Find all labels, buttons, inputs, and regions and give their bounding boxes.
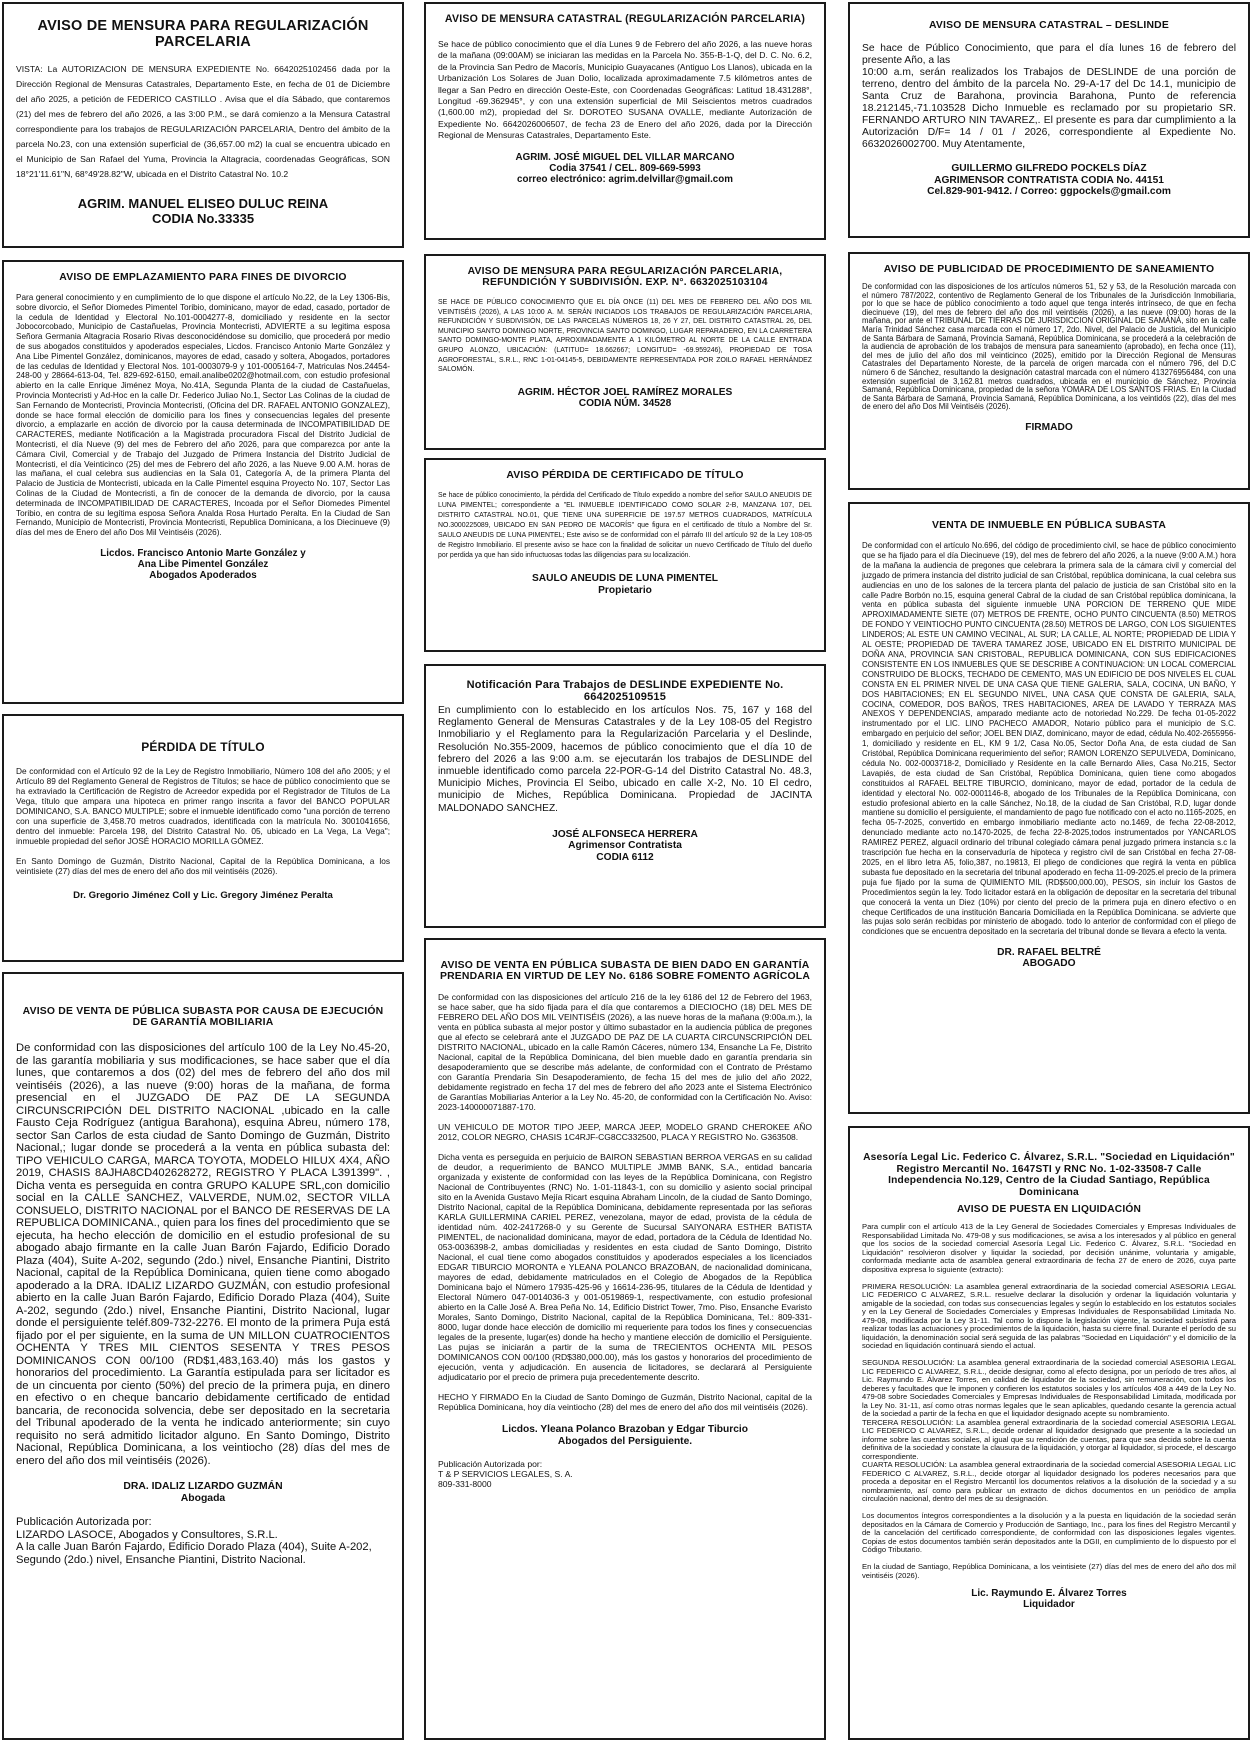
- notice-publication: Publicación Autorizada por: T & P SERVICIOS LEGALES, S. A. 809-331-8000: [438, 1459, 573, 1489]
- notice-subasta-garantia-prendaria: [424, 938, 826, 1740]
- notice-title: VENTA DE INMUEBLE EN PÚBLICA SUBASTA: [931, 520, 1167, 531]
- notice-title: AVISO DE VENTA EN PÚBLICA SUBASTA DE BIEN DADO EN GARANTÍA PRENDARIA EN VIRTUD DE LEY No. 6186 SOBRE FOMENTO AGRÍCOLA: [439, 960, 811, 982]
- notice-title: AVISO DE MENSURA PARA REGULARIZACIÓN PARCELARIA: [37, 18, 369, 50]
- notice-signature: AGRIM. HÉCTOR JOEL RAMÍREZ MORALES CODIA NÚM. 34528: [517, 386, 733, 410]
- notice-title: AVISO DE PUBLICIDAD DE PROCEDIMIENTO DE SANEAMIENTO: [883, 264, 1215, 275]
- notice-body: Se hace de público conocimiento, la pérdida del Certificado de Título expedido a nombre del señor SAULO ANEUDIS DE LUNA PIMENTEL; correspondiente a "EL INMUEBLE IDENTIFICADO COMO SOLAR 2-B, MANZANA 107, DEL DISTRITO CATASTRAL NO.01, QUE TIENE UNA SUPERFICIE DE 197.57 METROS CUADRADOS, MATRÍCULA NO.3000225089, UBICADO EN SAN PEDRO DE MACORÍS" que figura en el certificado de título a Nombre del Sr. SAULO ANEUDIS DE LUNA PIMENTEL; Este aviso se de conformidad con el párrafo III del artículo 92 de la Ley 108-05 de Registro Inmobiliario. El presente aviso se hace con la finalidad de solicitar un nuevo Certificado de Título del dueño por perdida ya que han sido infructuosas todas las diligencias para su localización.: [438, 492, 812, 559]
- notice-mensura-regularizacion-parcelaria: [2, 2, 404, 248]
- notice-title: AVISO DE VENTA DE PÚBLICA SUBASTA POR CAUSA DE EJECUCIÓN DE GARANTÍA MOBILIARIA: [22, 1006, 384, 1028]
- notice-mensura-refundicion-subdivision: [424, 254, 826, 450]
- notice-title: AVISO DE MENSURA CATASTRAL (REGULARIZACIÓN PARCELARIA): [444, 13, 806, 25]
- notice-puesta-liquidacion: [848, 1126, 1250, 1740]
- notice-signature: Licdos. Yleana Polanco Brazoban y Edgar Tiburcio Abogados del Persiguiente.: [502, 1424, 748, 1447]
- notice-body: VISTA: La AUTORIZACION DE MENSURA EXPEDIENTE No. 6642025102456 dada por la Dirección Regional de Mensuras Catastrales, Departamento Este, en fecha de 01 de Diciembre del año 2025, a petición de FEDERICO CASTILLO . Avisa que el día Sábado, que contaremos (21) del mes de febrero del año 2026, a las 3:00 P.M., se dará comienzo a la Mensura Catastral correspondiente para los trabajos de REGULARIZACIÓN PARCELARIA, Dentro del ámbito de la parcela No.23, con una extensión superficial de (36,657.00 m2) la cual se encuentra ubicado en el Municipio de San Rafael del Yuma, Provincia la Altagracia, coordenadas Geográficas, SON 18°21'11.61"N, 68°49'28.82"W, ubicada en el Distrito Catastral No. 10.2: [16, 64, 390, 179]
- notice-body: De conformidad con las disposiciones del artículo 216 de la ley 6186 del 12 de Febrero del 1963, se hace saber, que ha sido fijada para el día que contaremos a DIECIOCHO (18) DEL MES DE FEBRERO DEL AÑO DOS MIL VEINTISÉIS (2026), a las nueve horas de la mañana (9:00a.m.), la venta en pública subasta al mejor postor y último subastador en la audiencia pública de pregones que al efecto se celebrará ante el JUZGADO DE PAZ DE LA CUARTA CIRCUNSCRIPCIÓN DEL DISTRITO NACIONAL, ubicado en la calle Ramón Cáceres, número 134, Ensanche La Fe, Distrito Nacional, capital de la República Dominicana, del bien mueble dado en garantía prendaria sin desapoderamiento que se describe más adelante, de conformidad con el Contrato de Préstamo con Garantía Prendaria Sin Desapoderamiento, de fecha 15 del mes de julio del año 2022, debidamente registrado en fecha 17 del mes de febrero del año 2023 ante el Sistema Electrónico de Garantías Mobiliarias Anterior a la Ley No. 45-20, de conformidad con la Certificación No. Aviso: 2023-140000071887-170. UN VEHICULO DE MOTOR TIPO JEEP, MARCA JEEP, MODELO GRAND CHEROKEE AÑO 2012, COLOR NEGRO, CHASIS 1C4RJF-CG8CC332500, PLACA Y REGISTRO No. G363508. Dicha venta es perseguida en perjuicio de BAIRON SEBASTIAN BERROA VERGAS en su calidad de deudor, a requerimiento de BANCO MULTIPLE JMMB BANK, S.A., entidad bancaria organizada y existente de conformidad con las leyes de la República Dominicana, con Registro Nacional de Contribuyentes (RNC) No. 1-01-11843-1, con su domicilio y asiento social principal sito en la Avenida Gustavo Mejía Ricart esquina Abraham Lincoln, de la ciudad de Santo Domingo, Distrito Nacional, capital de la República Dominicana, debidamente representada por las señoras KARLA GUILLERMINA CARIEL PEREZ, venezolana, mayor de edad, provista de la cédula de identidad núm. 402-2417268-0 y su Gerente de Sucursal SAIYONARA ESTHER BATISTA PIMENTEL, de nacionalidad dominicana, mayor de edad, portadora de la Cédula de Identidad No. 053-0036398-2, ambas domiciliadas y residentes en esta ciudad de Santo Domingo, Distrito Nacional, el cual tiene como abogados constituidos y apoderados especiales a los licenciados EDGAR TIBURCIO MORONTA e YLEANA POLANCO BRAZOBAN, de nacionalidad dominicana, mayores de edad, debidamente matriculados en el Colegio de Abogados de la República Dominicana bajo el Número 17935-425-96 y 16614-236-95, titulares de la Cédula de Identidad y Electoral Número 047-0014036-3 y 001-0519869-1, respectivamente, con estudio profesional abierto en la Calle José A. Brea Peña No. 14, Edificio District Tower, 7mo. Piso, Ensanche Evaristo Morales, Santo Domingo, Distrito Nacional, capital de la República Dominicana, Tel.: 809-331-8000, lugar donde hace elección de domicilio mi requeriente para todos los fines y consecuencias legales de la presente, lugar(es) donde ha hecho y mantiene elección de domicilio el Persiguiente. Las pujas se iniciarán a partir de la suma de TRECIENTOS OCHENTA MIL PESOS DOMINICANOS CON 00/100 (RD$380,000.00), más los gastos y honorarios del procedimiento de ejecución, venta y adjudicación. En ausencia de licitadores, se declarará al Persiguiente adjudicatario por el precio de primera puja precedentemente descrito. HECHO Y FIRMADO En la Ciudad de Santo Domingo de Guzmán, Distrito Nacional, capital de la República Dominicana, hoy día veintiocho (28) del mes de enero del año dos mil veintiséis (2026).: [438, 992, 812, 1412]
- notice-body: Para general conocimiento y en cumplimiento de lo que dispone el artículo No.22, de la Ley 1306-Bis, sobre divorcio, el Señor Diomedes Pimentel Toribio, dominicano, mayor de edad, casado, portador de la cedula de Identidad y Electoral No.101-0004277-8, domiciliado y residente en la sector Jobocorcobado, Municipio de Castañuelas, Provincia Montecristi, ADVIERTE a su legitima esposa Señora Germania Altagracia Rosario Rivas desconocidéndose su domicilio, que procederá por medio de sus abogados constituidos y apoderados especiales, Licdos. Francisco Antonio Marte González y Ana Libe Pimentel González, dominicanos, mayores de edad, casado y soltera, Abogados, portadores de las cedulas de Identidad y Electoral Nos. 101-0003079-9 y 101-0005164-7, Matriculas Nos.24454-248-00 y 28664-613-04, Tel. 829-692-6150, email.analibe0202@hotmail.com, con estudio profesional abierto en la calle Enrique Jiménez Moya, No.41A, Segunda Planta de la ciudad de Castañuelas, Provincia Montecristi y Ad-Hoc en la calle Dr. Federico Juliao No.1, Sector Las Colinas de la ciudad de San Fernando de Montecristi, Provincia Montecristi, (Oficina del DR. RAFAEL ANTONIO GONZALEZ), donde se hace formal elección de domicilio para los fines y consecuencias legales del presente divorcio, a emplazarle en acción de divorcio por la causa determinada de INCOMPATIBILIDAD DE CARACTERES, mediante Notificación a la Magistrada procuradora Fiscal del Distrito Judicial de Montecristi, el día Nueve (9) del mes de Febrero del año 2026, para que comparezca por ante la Cámara Civil, Comercial y de Trabajo del Juzgado de Primera Instancia del Distrito Judicial de Montecristi, el día Veinticinco (25) del mes de Febrero del año 2026, a las Nueve 9.00 A.M. horas de las mañana, el cual celebra sus audiencias en la Sala 01, Categoría A, de la primera Planta del Palacio de Justicia de Montecristi, ubicada en la Calle Pimentel esquina Proyecto No. 107, Sector Las Colinas de la Ciudad de Montecristi, a fin de conocer de la demanda de divorcio, por la causa determinada de INCOMPATIBILIDAD DE CARACTERES, Incoada por el Señor Diomedes Pimentel Toribio, en contra de su legítima esposa Señora Analda Rosa Hurtado Peralta. En la Ciudad de San Fernando, Municipio de Montecristi, Provincia Montecristi, Republica Dominicana, a los Diecinueve (9) días del mes de Enero del año Dos Mil Veintiséis (2026).: [16, 293, 390, 538]
- notice-signature: GUILLERMO GILFREDO POCKELS DÍAZ AGRIMENSOR CONTRATISTA CODIA No. 44151 Cel.829-901-9412. / Correo: ggpockels@gmail.com: [927, 163, 1171, 197]
- notice-signature: SAULO ANEUDIS DE LUNA PIMENTEL Propietario: [531, 573, 719, 596]
- notice-signature: JOSÉ ALFONSECA HERRERA Agrimensor Contratista CODIA 6112: [552, 828, 698, 863]
- notice-body: Se hace de Público Conocimiento, que para el día lunes 16 de febrero del presente Año, a las 10:00 a.m, serán realizados los Trabajos de DESLINDE de una porción de terreno, dentro del ámbito de la parcela No. 29-A-17 del Dc 14.1, municipio de Santa Cruz de Barahona, provincia Barahona, Punto de referencia 18.212145,-71.103528 Dicho Inmueble es reclamado por su propietario SR. FERNANDO ARTURO NIN TAVAREZ,. El presente es para dar cumplimiento a la Autorización D/F= 14 / 01 / 2026, correspondiente al Expediente No. 6632026002700. Muy Atentamente,: [862, 43, 1236, 150]
- notice-body: Se hace de público conocimiento que el día Lunes 9 de Febrero del año 2026, a las nueve horas de la mañana (09:00AM) se iniciaran las medidas en la Parcela No. 355-B-1-Q, del D. C. No. 6.2, de la Provincia San Pedro de Macorís, Municipio Guayacanes (Antiguo Los Llanos), ubicada en la Urbanización Los Solares de Juan Dolio, localizada aproximadamente 7.5 kilómetros antes de llegar a San Pedro en dirección Oeste-Este, con Coordenadas Geográficas: Latitud 18.431288°, Longitud -69.362945°, y con una extensión superficial de Mil Seiscientos metros cuadrados (1,600.00 m2), propiedad del Sr. DOROTEO SUSANA OVALLE, mediante Autorización de Expediente No. 6642026006507, de fecha 23 de Enero del año 2026, dada por la Dirección Regional de Mensuras Catastrales, Departamento Este.: [438, 39, 812, 141]
- notice-mensura-catastral-regularizacion: [424, 2, 826, 240]
- notice-signature: DR. RAFAEL BELTRÉ ABOGADO: [997, 947, 1101, 970]
- notice-body: De conformidad con el Artículo 92 de la Ley de Registro Inmobiliario, Número 108 del año 2005; y el Artículo 89 del Reglamento General de Registros de Títulos; se hace de público conocimiento que se ha extraviado la Certificación de Registro de Acreedor expedida por el Registrador de Títulos de La Vega, título que ampara una hipoteca en primer rango inscrita a favor del BANCO POPULAR DOMINICANO, S.A. BANCO MULTIPLE; sobre el inmueble identificado como "una porción de terreno con una superficie de 3,458.70 metros cuadrados, identificada con la matrícula No. 3001041656, dentro del inmueble: Parcela 198, del Distrito Catastral No. 05, ubicado en La Vega, La Vega"; inmueble propiedad del señor JOSÉ HORACIO MORILLA GÓMEZ. En Santo Domingo de Guzmán, Distrito Nacional, Capital de la República Dominicana, a los veintisiete (27) días del mes de enero del año dos mil veintiséis (2026).: [16, 766, 391, 876]
- notice-publicidad-saneamiento: [848, 252, 1250, 490]
- notice-perdida-titulo: [2, 714, 404, 962]
- notice-title: Notificación Para Trabajos de DESLINDE EXPEDIENTE No. 6642025109515: [466, 679, 784, 703]
- notice-signature: FIRMADO: [1025, 421, 1073, 433]
- notice-title: AVISO DE MENSURA PARA REGULARIZACIÓN PARCELARIA, REFUNDICIÓN Y SUBDIVISIÓN. EXP. N°. 6632025103104: [467, 266, 783, 288]
- notice-notificacion-deslinde: [424, 664, 826, 928]
- notice-signature: DRA. IDALIZ LIZARDO GUZMÁN Abogada: [123, 1481, 283, 1504]
- notice-mensura-catastral-deslinde: [848, 2, 1250, 238]
- notice-title: AVISO DE EMPLAZAMIENTO PARA FINES DE DIVORCIO: [59, 272, 347, 283]
- notice-signature: AGRIM. JOSÉ MIGUEL DEL VILLAR MARCANO Codia 37541 / CEL. 809-669-5993 correo electrónico: agrim.delvillar@gmail.com: [515, 151, 735, 185]
- notice-signature: Lic. Raymundo E. Álvarez Torres Liquidador: [971, 1588, 1127, 1610]
- notice-body: SE HACE DE PÚBLICO CONOCIMIENTO QUE EL DÍA ONCE (11) DEL MES DE FEBRERO DEL AÑO DOS MIL VEINTISÉIS (2026), A LAS 10:00 A. M. SERÁN INICIADOS LOS TRABAJOS DE REGULARIZACIÓN PARCELARIA, REFUNDICIÓN Y SUBDIVISIÓN, DE LAS PARCELAS NÚMEROS 18, 26 Y 27, DEL DISTRITO CATASTRAL 26, DEL MUNICIPIO SANTO DOMINGO NORTE, PROVINCIA SANTO DOMINGO, LUGAR REPARADERO, EN LA CARRETERA SANTO DOMINGO-MONTE PLATA, APROXIMADAMENTE A 1 KILÓMETRO AL NORTE DE LA CALLE ENTRADA GRUPO ALONZO, UBICACIÓN: (LATITUD= 18.662667; LONGITUD= -69.959246), PROPIEDAD DE TOSA AGROFORESTAL, S.R.L., RNC 1-01-04145-5, DEBIDAMENTE REPRESENTADA POR ZOILO RAFAEL HERNÁNDEZ SALOMÓN.: [438, 299, 812, 374]
- notice-body: De conformidad con las disposiciones de los artículos números 51, 52 y 53, de la Resolución marcada con el número 787/2022, contentivo de Reglamento General de los Tribunales de la Jurisdicción Inmobiliaria, por lo que se hace de público conocimiento a todo aquel que tenga interés intrínseco, de que en fecha diecinueve (19), del mes de febrero del año dos mil veintiséis (2026), a las nueve (09:00) horas de la mañana, por ante el TRIBUNAL DE TIERRAS DE JURISDICCION ORIGINAL DE SAMANÁ, sito en la calle María Trinidad Sánchez casa marcada con el número 17, 2do. Nivel, del Palacio de Justicia, del Municipio de Santa Bárbara de Samaná, Provincia Samaná, República Dominicana, se procederá a la celebración de la audiencia de aprobación de los trabajos de mensura para saneamiento (aprobado), en fecha once (11), del mes de julio del año dos mil veinticinco (2025), emitido por la Dirección Regional de Mensuras Catastrales del Departamento Noreste, de la parcela de origen marcada con el número 796, del D.C número 6 de Sánchez, resultando la designación catastral marcada con el número 413276956484, con una extensión superficial de 3,162.81 metros cuadrados, ubicada en el municipio de Sánchez, Provincia Samaná, República Dominicana, propiedad de la señora YOMARA DE LOS SANTOS FRIAS. En la Ciudad de Santa Bárbara de Samaná, Provincia Samaná, República Dominicana, a los veintidós (22), días del mes de enero del año Dos Mil Veintiséis (2026).: [862, 282, 1236, 412]
- notice-body: Para cumplir con el artículo 413 de la Ley General de Sociedades Comerciales y Empresas Individuales de Responsabilidad Limitada No. 479-08 y sus modificaciones, se avisa a los interesados y al público en general que los socios de la sociedad comercial Asesoría Legal Lic. Federico C. Álvarez, S.R.L. "Sociedad en Liquidación" resolvieron disolver y liquidar la sociedad, por decisión unánime, voluntaria y amigable, conformada mediante acta de asamblea general extraordinaria de fecha 27 de enero de 2026, cuya parte dispositiva expresa lo siguiente (extracto): PRIMERA RESOLUCIÓN: La asamblea general extraordinaria de la sociedad comercial ASESORIA LEGAL LIC FEDERICO C ALVAREZ, S.R.L. resuelve declarar la disolución y ordenar la liquidación voluntaria y amigable de la sociedad, con todas sus consecuencias legales y según lo establecido en los estatutos sociales y en la Ley General de Sociedades Comerciales y Empresas Individuales de Responsabilidad Limitada No. 479-08, modificada por la Ley 31-11. Tal como lo dispone la legislación vigente, la sociedad subsistirá para realizar todas las actuaciones y procedimientos de la liquidación, hasta su cierre final. Durante el período de su liquidación, la denominación social será seguida de las palabras "Sociedad en Liquidación" y el domicilio de la sociedad en liquidación continuará siendo el actual. SEGUNDA RESOLUCIÓN: La asamblea general extraordinaria de la sociedad comercial ASESORIA LEGAL LIC FEDERICO C ALVAREZ, S.R.L., decide designar, como al efecto designa, por un período de tres años, al Lic. Raymundo E. Álvarez Torres, en calidad de liquidador de la sociedad, sin remuneración, con todos los deberes y facultades que le imponen y confieren los estatutos sociales y los artículos 408 a 449 de la Ley No. 479-08 sobre Sociedades Comerciales y Empresas Individuales de Responsabilidad Limitada, modificada por la Ley No. 31-11, así como otras normas legales que le sean aplicables, quedando cesante la gerencia actual de la sociedad a partir de la fecha en que el liquidador designado acepte su nombramiento. TERCERA RESOLUCIÓN: La asamblea general extraordinaria de la sociedad comercial ASESORIA LEGAL LIC FEDERICO C ALVAREZ, S.R.L., decide ordenar al liquidador designado que presente a la sociedad un informe sobre las cuentas sociales, al igual que su rendición de cuentas, para que sea decida sobre la cuenta definitiva de la sociedad y constate la clausura de la liquidación, y otorgar al liquidador, si procede, el descargo correspondiente. CUARTA RESOLUCIÓN: La asamblea general extraordinaria de la sociedad comercial ASESORIA LEGAL LIC FEDERICO C ALVAREZ, S.R.L., decide otorgar al liquidador designado los poderes necesarios para que proceda a depositar en el Registro Mercantil los documentos relativos a la disolución de la sociedad y a su nombramiento, así como para publicar un extracto de dichos documentos en un periódico de amplia circulación nacional, dentro del mes de su designación. Los documentos íntegros correspondientes a la disolución y a la puesta en liquidación de la sociedad serán depositados en la Cámara de Comercio y Producción de Santiago, Inc., para los fines del Registro Mercantil y de la cancelación del certificado correspondiente, de conformidad con las disposiciones legales vigentes. Copias de estos documentos también serán depositados ante la DGII, en cumplimiento de lo dispuesto por el Código Tributario. En la ciudad de Santiago, República Dominicana, a los veintisiete (27) días del mes de enero del año dos mil veintiséis (2026).: [862, 1222, 1236, 1580]
- notice-signature: AGRIM. MANUEL ELISEO DULUC REINA CODIA No.33335: [77, 196, 329, 226]
- notice-subasta-garantia-mobiliaria: [2, 972, 404, 1740]
- notice-body: En cumplimiento con lo establecido en los artículos Nos. 75, 167 y 168 del Reglamento General de Mensuras Catastrales y de la Ley 108-05 del Registro Inmobiliario y el Reglamento para la Regularización Parcelaria y el Deslinde, Resolución No.355-2009, hacemos de público conocimiento que el día 10 de febrero del 2026 a las 9:00 a.m. se ejecutarán los trabajos de DESLINDE del inmueble identificado como parcela 22-POR-G-14 del Distrito Catastral No. 48.3, Municipio Miches, Provincia El Seibo, ubicado en calle X-2, No. 10 El cedro, municipio de Miches, República Dominicana. Propiedad de JACINTA MALDONADO SANCHEZ.: [438, 705, 812, 814]
- notice-signature: Dr. Gregorio Jiménez Coll y Lic. Gregory Jiménez Peralta: [73, 890, 333, 901]
- notice-title: AVISO PÉRDIDA DE CERTIFICADO DE TÍTULO: [506, 470, 744, 481]
- notice-venta-inmueble-subasta: [848, 502, 1250, 1114]
- notice-emplazamiento-divorcio: [2, 260, 404, 704]
- notice-signature: Licdos. Francisco Antonio Marte González y Ana Libe Pimentel González Abogados Apoderados: [100, 547, 306, 581]
- notice-perdida-certificado-titulo: [424, 458, 826, 652]
- notice-header: Asesoría Legal Lic. Federico C. Álvarez, S.R.L. "Sociedad en Liquidación" Registro Mercantil No. 1647STI y RNC No. 1-02-33508-7 Calle Independencia No.129, Centro de la Ciudad Santiago, República Dominicana: [863, 1152, 1235, 1198]
- notice-body: De conformidad con el artículo No.696, del código de procedimiento civil, se hace de público conocimiento que se ha fijado para el día Diecinueve (19), del mes de febrero del año 2026, a la nueve (9:00 A.M.) hora de la mañana la audiencia de pregones que celebrara la primera sala de la cámara civil y comercial del juzgado de primera instancia del distrito judicial de san Cristóbal, república dominicana, la cual celebra sus audiencias en uno de los salones de la tercera planta del palacio de justicia de san Cristóbal sito en la calle Padre Borbón no.15, esquina general Cabral de la ciudad de san Cristóbal república dominicana, la venta en pública subasta del siguiente inmueble UNA PORCION DE TERRENO QUE MIDE APROXIMADAMENTE SIETE (07) METROS DE FRENTE, OCHO PUNTO CINCUENTA (8.50) METROS DE FONDO Y VEINTIOCHO PUNTO CINCUENTA (28.50) METROS DE LARGO, CON LOS SIGUIENTES LINDEROS; AL ESTE UN CAMINO VECINAL, AL SUR; LA CALLE, AL NORTE; PROPIEDAD DE LIDIA Y AL OESTE; PROPIEDAD DE TAVERA TAMAREZ JOSE, UBICADO EN EL DISTRITO MUNICIPAL DE DOÑA ANA, PROVINCIA SAN CRISTOBAL, REPUBLICA DOMINICANA, CON SUS EDIFICACIONES CONSISTENTE EN LOS INMUEBLES QUE SE DESCRIBE A CONTINUACION: UN LOCAL COMERCIAL CONSTRUIDO DE BLOCKS, TECHADO DE CEMENTO, MAS UN EDIFICIO DE DOS NIVELES EL CUAL CONSTA EN EL PRIMER NIVEL DE UNA CASA QUE TIENE GALERIA, SALA, COCINA, UN BAÑO, Y DOS HABITACIONES; EN EL SEGUNDO NIVEL, UNA CASA QUE CONSTA DE GALERIA, SALA, COCINA, COMEDOR, DOS BAÑOS, TRES HABITACIONES, AREA DE LAVADO Y TERRAZA MAS ANEXOS Y DEPENDENCIAS, amparado mediante acto de notoriedad No.229. De fecha 01-05-2022 instrumentado por el LIC. LINO PACHECO AMADOR, Notario público para el municipio de S.C. embargado en perjuicio del señor; JOEL BEN DIAZ, dominicano, mayor de edad, cédula No.402-2655956-1, domiciliado y residente en EL, KM 9 1/2, Casa No.05, Sector Doña Ana, de esta ciudad de San Cristóbal, República Dominicana requerimiento del señor; RAMON LORENZO SEPULVEDA, Dominicano, cédula No. 002-0003718-2, Domiciliado y Residente en la calle Bernardo Alies, Casa No.215, Sector Lavapiés, de esta ciudad de San Cristóbal, República Dominicana, quien tiene como abogados constituidos al RAFAEL BELTRE TIBURCIO, dominicano, mayor de edad, portador de la cedula de identidad y electoral No. 002-0001146-8, abogado de los Tribunales de la República Dominicana, con estudio profesional abierto en la calle Sánchez, No.18, de la ciudad de San Cristóbal, R.D, lugar donde mantiene su domicilio el persiguiente, el mandamiento de pago fue notificado con el acto no.1165-2025, en fecha 05-7-2025, convertido en embargo inmobiliario mediante acto no.1469, de fecha 22-08-2012, denunciado mediante acto no.1470-2025, de fecha 22-8-2025,todos instrumentados por YANCARLOS RAMIREZ PEREZ, alguacil ordinario del tribunal colegiado cámara penal juzgado primera instancia s.c la trascripción fue hecha en la conservaduría de hipoteca y registro civil de san Cristóbal en fecha 27-08-2025, en el libro letra A5, folio,387, no.19813, El pliego de condiciones que regirá la venta en pública subasta fue depositado en la secretaria del tribunal apoderado en fecha 11-09-2025.el precio de la primera puja fue fijado por la suma de QUIMIENTO MIL (RD$500,000.00), PESOS, sin incluir los Gastos de Procedimientos según la ley. Todo licitador estará en la obligación de depositar en la secretaria del tribunal que conocerá la venta un Diez (10%) por ciento del precio de la primera puja en dinero efectivo o en cheque Certificados de una institución Bancaria Domiciliada en la República Dominicana. se advierte que las pujas solo serán recibidas por ministerio de abogado. todo lo anterior de conformidad con el pliego de condiciones que se encuentra depositado en la secretaria del tribunal donde se llevara a efecto la venta.: [862, 541, 1236, 937]
- notice-title: AVISO DE PUESTA EN LIQUIDACIÓN: [956, 1204, 1142, 1215]
- notice-title: PÉRDIDA DE TÍTULO: [141, 740, 265, 754]
- notice-publication: Publicación Autorizada por: LIZARDO LASOCE, Abogados y Consultores, S.R.L. A la calle Juan Barón Fajardo, Edificio Dorado Plaza (404), Suite A-202, Segundo (2do.) nivel, Ensanche Piantini, Distrito Nacional.: [16, 1516, 372, 1566]
- notice-title: AVISO DE MENSURA CATASTRAL – DESLINDE: [928, 20, 1170, 31]
- notice-body: De conformidad con las disposiciones del artículo 100 de la Ley No.45-20, de las garantía mobiliaria y sus modificaciones, se hace saber que el día lunes, que contaremos a dos (02) del mes de febrero del año dos mil veintiséis (2026), a las nueve (9:00) horas de la mañana, de forma presencial en el JUZGADO DE PAZ DE LA SEGUNDA CIRCUNSCRIPCIÓN DEL DISTRITO NACIONAL ,ubicado en la calle Fausto Ceja Rodríguez (antigua Barahona), esquina Abreu, número 178, sector San Carlos de esta ciudad de Santo Domingo de Guzmán, Distrito Nacional,; lugar donde se procederá a la venta en pública subasta del: TIPO VEHICULO CARGA, MARCA TOYOTA, MODELO HILUX 4X4, AÑO 2019, CHASIS 8AJHA8CD402628272, REGISTRO Y PLACA L391399". , Dicha venta es perseguida en contra GRUPO KALUPE SRL,con domicilio social en la CALLE SANCHEZ, VALVERDE, NUM.02, SECTOR VILLA CONSUELO, DISTRITO NACIONAL por el BANCO DE RESERVAS DE LA REPUBLICA DOMINICANA., quien para los fines del procedimiento que se ejecuta, ha hecho elección de domicilio en el estudio profesional de su abogado abajo firmante en la calle Juan Barón Fajardo, Edificio Dorado Plaza (404), Suite A-202, segundo (2do.) nivel, Ensanche Piantini, Distrito Nacional, capital de la República Dominicana, quien tiene como abogado apoderado a la DRA. IDALIZ LIZARDO GUZMÁN, con estudio profesional abierto en la calle Juan Barón Fajardo, Edificio Dorado Plaza (404), Suite A-202, segundo (2do.) nivel, Ensanche Piantini, Distrito Nacional, lugar donde el persiguiente teléf.809-732-2276. El monto de la primera Puja está fijado por el per siguiente, en la suma de UN MILLON CUATROCIENTOS OCHENTA Y TRES MIL CIENTOS SESENTA Y TRES PESOS DOMINICANOS CON 00/100 (RD$1,483,163.40) más los gastos y honorarios del procedimiento. La Garantía estipulada para ser licitador es de un cincuenta por ciento (50%) del precio de la primera puja, en dinero en efectivo o en cheque bancario debidamente certificado de entidad bancaria, de reconocida solvencia, debe ser depositado en la secretaria del Tribunal apoderado de la venta he indicado anteriormente; sin cuyo requisito no será admitido licitador alguno. En Santo Domingo, Distrito Nacional, República Dominicana, a los veintiocho (28) días del mes de enero del año dos mil veintiséis (2026).: [16, 1042, 390, 1467]
